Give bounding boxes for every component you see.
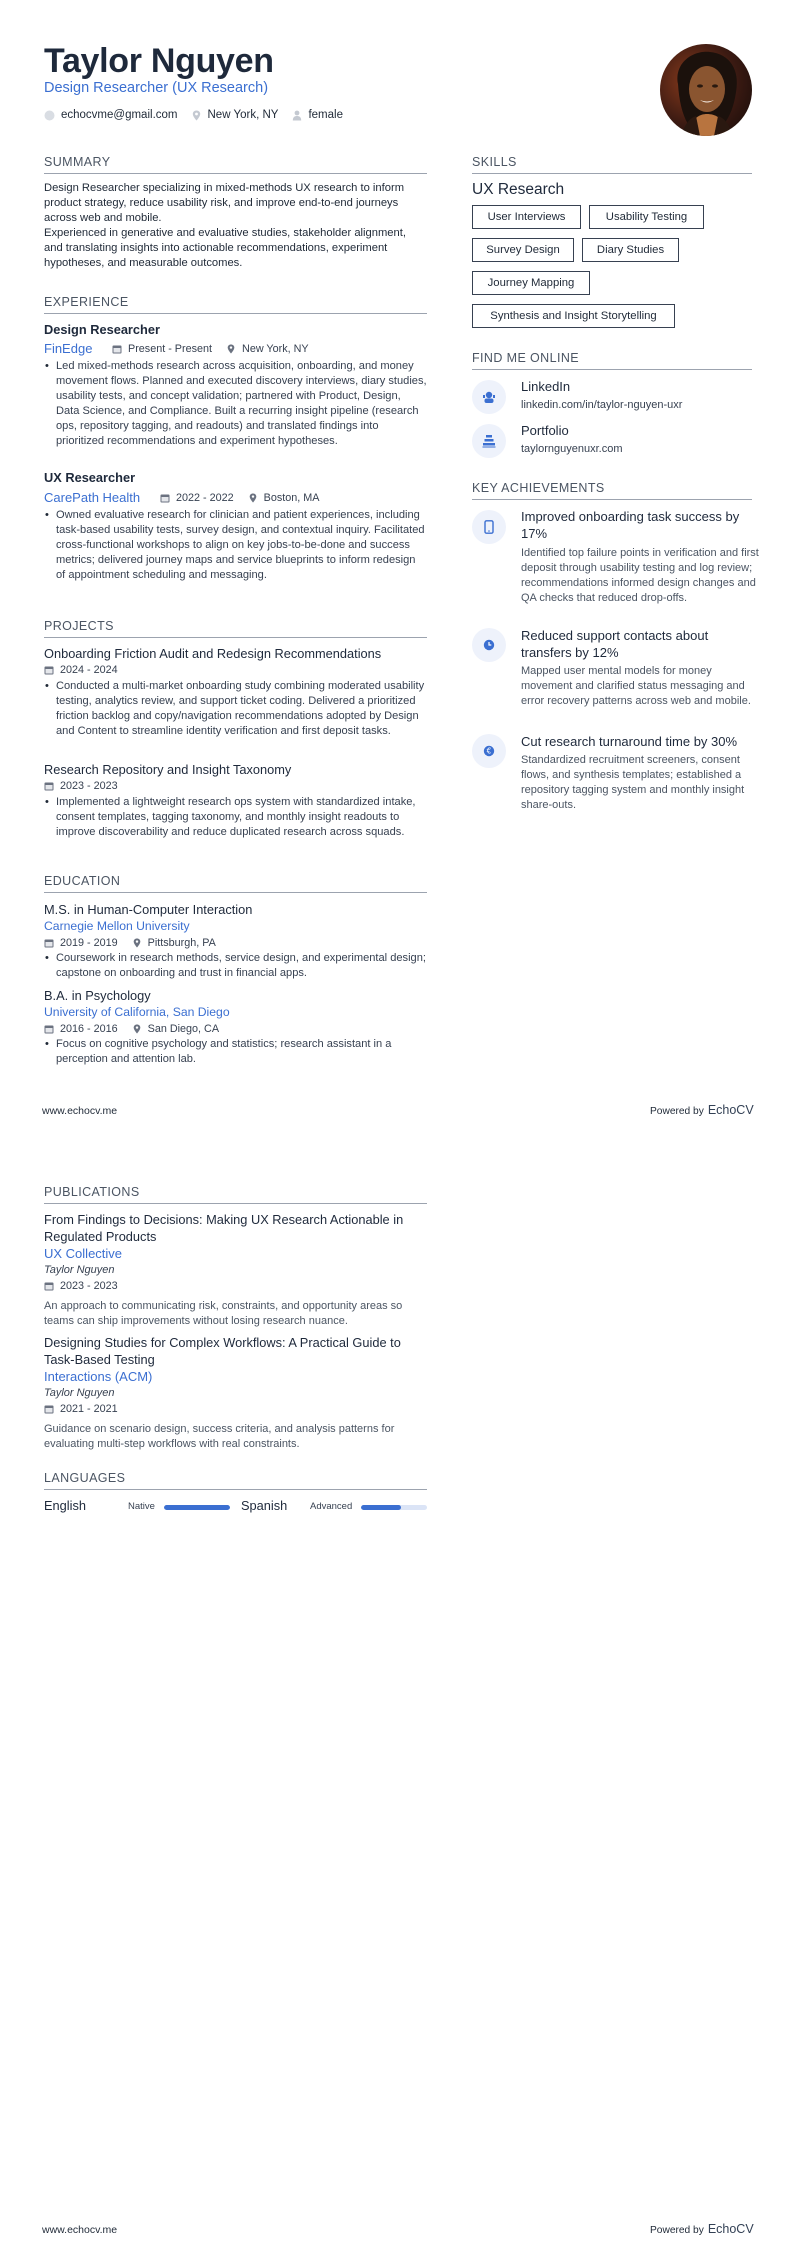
education-heading: EDUCATION — [44, 874, 427, 893]
publication-publisher: Interactions (ACM) — [44, 1369, 153, 1384]
language-proficiency-fill — [164, 1505, 230, 1510]
publication-title: Designing Studies for Complex Workflows: A Practical Guide to Task-Based Testing — [44, 1335, 401, 1367]
euro-icon — [472, 734, 506, 768]
edu-dates: 2019 - 2019 — [60, 937, 118, 949]
achievement-title: Reduced support contacts about transfers by 12% — [521, 628, 709, 660]
skill-chip: Usability Testing — [589, 205, 704, 229]
language-level: Advanced — [310, 1501, 353, 1512]
contact-location-text: New York, NY — [207, 109, 279, 121]
project-title: Research Repository and Insight Taxonomy — [44, 762, 292, 777]
calendar-icon — [160, 493, 170, 503]
footer-brand: EchoCV — [707, 2222, 754, 2236]
skills-heading: SKILLS — [472, 155, 752, 174]
skill-chip: Diary Studies — [582, 238, 679, 262]
location-pin-icon — [226, 344, 236, 354]
achievements-heading: KEY ACHIEVEMENTS — [472, 481, 752, 500]
avatar — [660, 44, 752, 136]
linkedin-link[interactable]: linkedin.com/in/taylor-nguyen-uxr — [521, 399, 683, 411]
job-bullet: • Owned evaluative research for clinician and patient experiences, including task-based usability tests, survey design, and contextual inquiry. Facilitated cross-functional workshops to align on key jobs-to-be-done and success metrics; delivered journey maps and service blueprints to inform redesign of appointment scheduling and messaging. — [44, 508, 427, 583]
mobile-icon — [472, 510, 506, 544]
candidate-name: Taylor Nguyen — [44, 42, 274, 80]
skill-chip: Survey Design — [472, 238, 574, 262]
footer-site[interactable]: www.echocv.me — [42, 1105, 118, 1117]
portfolio-icon — [472, 424, 506, 458]
job-meta — [112, 343, 323, 355]
contact-gender-text: female — [308, 109, 343, 121]
job-title: Design Researcher — [44, 322, 160, 337]
edu-meta — [44, 1023, 233, 1035]
location-pin-icon — [132, 1024, 142, 1034]
publication-title: From Findings to Decisions: Making UX Research Actionable in Regulated Products — [44, 1212, 404, 1244]
project-title: Onboarding Friction Audit and Redesign Recommendations — [44, 646, 382, 661]
publication-dates: 2021 - 2021 — [60, 1403, 118, 1415]
language-proficiency-bar — [164, 1505, 230, 1510]
languages-heading: LANGUAGES — [44, 1471, 427, 1490]
location-pin-icon — [132, 938, 142, 948]
publication-desc: Guidance on scenario design, success criteria, and analysis patterns for evaluating multi-step workflows with real constraints. — [44, 1423, 395, 1450]
language-proficiency-bar — [361, 1505, 427, 1510]
project-dates: 2023 - 2023 — [60, 780, 118, 792]
edu-dates: 2016 - 2016 — [60, 1023, 118, 1035]
job-dates: 2022 - 2022 — [176, 492, 234, 504]
publication-dates: 2023 - 2023 — [60, 1280, 118, 1292]
language-name: English — [44, 1498, 86, 1513]
skill-group-title: UX Research — [472, 181, 565, 198]
footer-powered[interactable] — [650, 1103, 754, 1117]
location-pin-icon — [191, 110, 202, 121]
edu-bullet: • Focus on cognitive psychology and statistics; research assistant in a perception and attention lab. — [44, 1037, 427, 1067]
edu-degree: M.S. in Human-Computer Interaction — [44, 902, 253, 917]
linkedin-icon — [472, 380, 506, 414]
svg-text:€: € — [486, 746, 492, 756]
calendar-icon — [44, 1404, 54, 1414]
projects-heading: PROJECTS — [44, 619, 427, 638]
language-name: Spanish — [241, 1498, 288, 1513]
candidate-title: Design Researcher (UX Research) — [44, 80, 269, 96]
project-meta — [44, 664, 132, 676]
achievement-desc: Identified top failure points in verification and first deposit through usability testing and log review; recommendations informed design changes and QA checks that reduced drop-offs. — [521, 547, 759, 604]
summary-paragraph-2: Experienced in generative and evaluative studies, stakeholder alignment, and translating insights into actionable recommendations, experiment hypotheses, and measurable outcomes. — [44, 227, 406, 269]
summary-heading: SUMMARY — [44, 155, 427, 174]
edu-degree: B.A. in Psychology — [44, 988, 151, 1003]
edu-location: Pittsburgh, PA — [147, 937, 216, 949]
experience-heading: EXPERIENCE — [44, 295, 427, 314]
language-level: Native — [128, 1501, 155, 1512]
project-bullet: • Implemented a lightweight research ops system with standardized intake, consent templates, tagging taxonomy, and monthly insight readouts to improve discoverability and reduce duplicated research across squads. — [44, 795, 427, 840]
contact-email[interactable] — [44, 109, 178, 121]
publication-meta — [44, 1280, 132, 1292]
job-company: FinEdge — [44, 341, 93, 356]
edu-bullet: • Coursework in research methods, service design, and experimental design; capstone on onboarding and trust in financial apps. — [44, 951, 427, 981]
email-icon — [44, 110, 55, 121]
project-dates: 2024 - 2024 — [60, 664, 118, 676]
calendar-icon — [44, 781, 54, 791]
calendar-icon — [44, 938, 54, 948]
edu-school: University of California, San Diego — [44, 1005, 230, 1019]
project-meta — [44, 780, 132, 792]
calendar-icon — [44, 665, 54, 675]
footer-powered-text: Powered by — [650, 1106, 704, 1117]
contact-row — [44, 109, 356, 121]
job-dates: Present - Present — [128, 343, 213, 355]
skill-chip: User Interviews — [472, 205, 581, 229]
clock-icon — [472, 628, 506, 662]
calendar-icon — [44, 1024, 54, 1034]
job-meta — [160, 492, 333, 504]
achievement-title: Improved onboarding task success by 17% — [521, 509, 740, 541]
project-bullet: • Conducted a multi-market onboarding study combining moderated usability testing, analytics review, and support ticket coding. Delivered a prioritized friction backlog and copy/navigation recommendations adopted by Design and Content to streamline identity verification and first deposit tasks. — [44, 679, 427, 739]
publications-heading: PUBLICATIONS — [44, 1185, 427, 1204]
find-online-heading: FIND ME ONLINE — [472, 351, 752, 370]
achievement-title: Cut research turnaround time by 30% — [521, 734, 738, 749]
achievement-desc: Standardized recruitment screeners, consent flows, and synthesis templates; established a repository tagging system and monthly insight share-outs. — [521, 754, 745, 811]
job-title: UX Researcher — [44, 470, 136, 485]
publication-author: Taylor Nguyen — [44, 1264, 115, 1276]
portfolio-label: Portfolio — [521, 423, 569, 438]
edu-school: Carnegie Mellon University — [44, 919, 190, 933]
publication-author: Taylor Nguyen — [44, 1387, 115, 1399]
contact-gender — [291, 109, 343, 121]
edu-meta — [44, 937, 230, 949]
skill-chip: Synthesis and Insight Storytelling — [472, 304, 675, 328]
job-bullet: • Led mixed-methods research across acquisition, onboarding, and money movement flows. Planned and executed discovery interviews, diary studies, usability tests, and concept validation; partnered with Product, Design, Data Science, and Compliance. Built a recurring insight pipeline (research ops, repository tagging, and readouts) and translated findings into prioritized recommendations and experiment hypotheses. — [44, 359, 427, 449]
job-company: CarePath Health — [44, 490, 141, 505]
linkedin-label: LinkedIn — [521, 379, 571, 394]
publication-publisher: UX Collective — [44, 1246, 123, 1261]
publication-desc: An approach to communicating risk, constraints, and opportunity areas so teams can ship improvements without losing research nuance. — [44, 1300, 403, 1327]
calendar-icon — [112, 344, 122, 354]
calendar-icon — [44, 1281, 54, 1291]
footer-powered[interactable] — [650, 2222, 754, 2236]
summary-paragraph-1: Design Researcher specializing in mixed-methods UX research to inform product strategy, reduce usability risk, and improve end-to-end journeys across web and mobile. — [44, 182, 405, 224]
achievement-desc: Mapped user mental models for money movement and clarified status messaging and error recovery patterns across web and mobile. — [521, 665, 751, 707]
edu-location: San Diego, CA — [147, 1023, 220, 1035]
footer-site[interactable]: www.echocv.me — [42, 2224, 118, 2236]
language-proficiency-fill — [361, 1505, 401, 1510]
resume-page-2 — [0, 1123, 794, 2246]
location-pin-icon — [248, 493, 258, 503]
contact-location — [191, 109, 279, 121]
person-icon — [291, 110, 302, 121]
job-location: Boston, MA — [263, 492, 320, 504]
footer-powered-text: Powered by — [650, 2225, 704, 2236]
job-location: New York, NY — [242, 343, 309, 355]
contact-email-text: echocvme@gmail.com — [61, 109, 178, 121]
footer-brand: EchoCV — [707, 1103, 754, 1117]
skill-chip: Journey Mapping — [472, 271, 590, 295]
publication-meta — [44, 1403, 132, 1415]
portfolio-link[interactable]: taylornguyenuxr.com — [521, 443, 623, 455]
